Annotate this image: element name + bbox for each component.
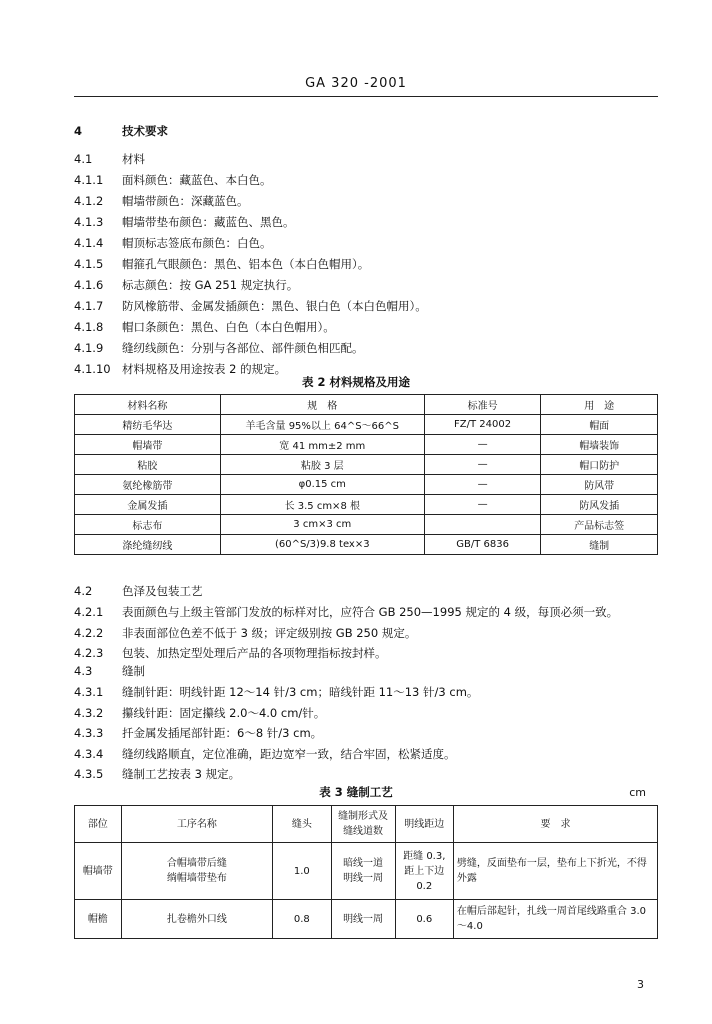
- form-cell: [331, 843, 395, 900]
- clause-text: 包装、加热定型处理后产品的各项物理指标按封样。: [122, 646, 387, 660]
- standard-header: GA 320 -2001: [305, 76, 407, 91]
- clause-number: 4.2.3: [74, 646, 104, 660]
- clause-text: 表面颜色与上级主管部门发放的标样对比，应符合 GB 250—1995 规定的 4 级，每顶必须一致。: [122, 605, 619, 619]
- table-row: [75, 415, 658, 435]
- clause-line: [74, 172, 272, 188]
- clause-text: 攥线针距：固定攥线 2.0～4.0 cm/针。: [122, 705, 326, 720]
- table-row: [75, 455, 658, 475]
- clause-text: 帽墙带颜色：深藏蓝色。: [122, 194, 249, 208]
- clause-line: [74, 766, 240, 782]
- clause-line: [74, 298, 427, 314]
- table-cell: 缝制: [541, 535, 658, 555]
- table-cell: FZ/T 24002: [424, 415, 541, 435]
- section-title: 缝制: [122, 664, 145, 678]
- clause-number: 4.1.8: [74, 320, 104, 334]
- table-2-caption: 表 2 材料规格及用途: [301, 375, 410, 389]
- table-cell: 粘胶 3 层: [220, 455, 424, 475]
- cell-line: 扎卷檐外口线: [166, 913, 227, 925]
- clause-line: [74, 277, 298, 293]
- table-cell: —: [424, 475, 541, 495]
- cell-line: 距缝 0.3,: [403, 850, 446, 862]
- table-cell: 帽口防护: [541, 455, 658, 475]
- section-4-2-heading: [74, 583, 203, 599]
- clause-text: 缝制工艺按表 3 规定。: [122, 767, 241, 781]
- clause-number: 4.3.4: [74, 746, 104, 761]
- table-cell: (60^S/3)9.8 tex×3: [220, 535, 424, 555]
- clause-text: 面料颜色：藏蓝色、本白色。: [122, 173, 272, 187]
- cell-line: 0.2: [416, 880, 433, 892]
- clause-line: [74, 193, 249, 209]
- seam-cell: 1.0: [273, 843, 331, 900]
- column-header: 要 求: [453, 806, 657, 843]
- clause-text: 帽箍孔气眼颜色：黑色、铝本色（本白色帽用）。: [122, 257, 370, 271]
- part-cell: 帽墙带: [75, 843, 122, 900]
- form-cell: [331, 900, 395, 939]
- section-number: 4.2: [74, 584, 93, 598]
- cell-line: 0.6: [416, 913, 433, 925]
- table-cell: φ0.15 cm: [220, 475, 424, 495]
- clause-line: [74, 214, 295, 230]
- section-title: 材料: [122, 152, 145, 166]
- table-row: [75, 535, 658, 555]
- column-header: 缝制形式及缝线道数: [331, 806, 395, 843]
- table-cell: 防风发插: [541, 495, 658, 515]
- table-cell: 防风带: [541, 475, 658, 495]
- section-number: 4.1: [74, 152, 93, 166]
- clause-text: 帽口条颜色：黑色、白色（本白色帽用）。: [122, 320, 335, 334]
- cell-line: 绱帽墙带垫布: [166, 873, 227, 884]
- clause-number: 4.1.7: [74, 299, 104, 313]
- clause-line: [74, 684, 478, 700]
- clause-number: 4.1.4: [74, 236, 104, 250]
- seam-cell: 0.8: [273, 900, 331, 939]
- section-title: 技术要求: [122, 124, 168, 138]
- section-number: 4.3: [74, 664, 93, 678]
- column-header: 缝头: [273, 806, 331, 843]
- clause-number: 4.1.6: [74, 278, 104, 292]
- clause-number: 4.1.3: [74, 215, 104, 229]
- clause-number: 4.3.5: [74, 767, 104, 781]
- table-cell: 帽墙带: [75, 435, 221, 455]
- column-header: 标准号: [424, 395, 541, 415]
- process-cell: [121, 843, 273, 900]
- table-row: [75, 900, 658, 939]
- table-cell: 宽 41 mm±2 mm: [220, 435, 424, 455]
- table-cell: 羊毛含量 95%以上 64^S～66^S: [220, 415, 424, 435]
- clause-line: [74, 319, 335, 335]
- table-cell: 粘胶: [75, 455, 221, 475]
- table-3-caption: 表 3 缝制工艺: [319, 785, 393, 799]
- table-cell: 标志布: [75, 515, 221, 535]
- clause-number: 4.3.1: [74, 685, 104, 699]
- clause-line: [74, 340, 364, 356]
- clause-number: 4.2.2: [74, 625, 104, 640]
- table-cell: 精纺毛华达: [75, 415, 221, 435]
- column-header: 用 途: [541, 395, 658, 415]
- column-header: 工序名称: [121, 806, 273, 843]
- section-number: 4: [74, 124, 83, 138]
- section-4-heading: [74, 123, 168, 139]
- clause-text: 防风橡筋带、金属发插颜色：黑色、银白色（本白色帽用）。: [122, 299, 427, 313]
- edge-cell: [395, 843, 453, 900]
- table-row: [75, 515, 658, 535]
- part-cell: 帽檐: [75, 900, 122, 939]
- table-2: [74, 394, 658, 555]
- table-header-row: [75, 395, 658, 415]
- table-row: [75, 843, 658, 900]
- requirement-cell: 在帽后部起针，扎线一周首尾线路重合 3.0～4.0: [453, 900, 657, 939]
- cell-line: 明线一周: [343, 873, 384, 884]
- section-4-3-heading: [74, 663, 145, 679]
- column-header: 材料名称: [75, 395, 221, 415]
- cell-line: 明线一周: [343, 913, 384, 925]
- table-cell: 金属发插: [75, 495, 221, 515]
- table-cell: [424, 515, 541, 535]
- clause-line: [74, 604, 618, 620]
- clause-line: [74, 645, 387, 661]
- table-cell: 帽墙装饰: [541, 435, 658, 455]
- clause-text: 扦金属发插尾部针距：6～8 针/3 cm。: [122, 726, 323, 740]
- column-header: 规 格: [220, 395, 424, 415]
- cell-line: 暗线一道: [343, 858, 384, 869]
- table-row: [75, 475, 658, 495]
- clause-line: [74, 705, 325, 721]
- cell-line: 合帽墙带后缝: [166, 858, 227, 869]
- clause-number: 4.3.3: [74, 726, 104, 740]
- clause-number: 4.1.5: [74, 257, 104, 271]
- edge-cell: [395, 900, 453, 939]
- clause-number: 4.2.1: [74, 605, 104, 619]
- table-cell: 涤纶缝纫线: [75, 535, 221, 555]
- table-cell: —: [424, 495, 541, 515]
- clause-text: 标志颜色：按 GA 251 规定执行。: [122, 278, 299, 292]
- table-row: [75, 495, 658, 515]
- column-header: 部位: [75, 806, 122, 843]
- clause-text: 帽墙带垫布颜色：藏蓝色、黑色。: [122, 215, 295, 229]
- table-cell: GB/T 6836: [424, 535, 541, 555]
- header-rule: [74, 96, 658, 97]
- table-3: [74, 805, 658, 939]
- clause-text: 缝制针距：明线针距 12～14 针/3 cm；暗线针距 11～13 针/3 cm。: [122, 685, 479, 699]
- clause-number: 4.1.1: [74, 173, 104, 187]
- table-cell: 产品标志签: [541, 515, 658, 535]
- table-cell: 3 cm×3 cm: [220, 515, 424, 535]
- clause-text: 帽顶标志签底布颜色：白色。: [122, 236, 272, 250]
- cell-line: 距上下边: [404, 865, 445, 877]
- requirement-cell: 劈缝，反面垫布一层，垫布上下折光，不得外露: [453, 843, 657, 900]
- clause-text: 缝纫线路顺直，定位准确，距边宽窄一致，结合牢固，松紧适度。: [122, 746, 456, 761]
- clause-number: 4.1.2: [74, 194, 104, 208]
- process-cell: [121, 900, 273, 939]
- table-cell: 长 3.5 cm×8 根: [220, 495, 424, 515]
- page-number: 3: [637, 978, 644, 991]
- column-header: 明线距边: [395, 806, 453, 843]
- clause-number: 4.1.9: [74, 341, 104, 355]
- clause-number: 4.3.2: [74, 705, 104, 720]
- table-cell: 帽面: [541, 415, 658, 435]
- section-title: 色泽及包装工艺: [122, 584, 203, 598]
- clause-text: 材料规格及用途按表 2 的规定。: [122, 362, 287, 376]
- table-cell: 氨纶橡筋带: [75, 475, 221, 495]
- table-cell: —: [424, 435, 541, 455]
- table-cell: —: [424, 455, 541, 475]
- table-3-unit: cm: [629, 786, 646, 799]
- section-4-1-heading: [74, 151, 145, 167]
- clause-text: 缝纫线颜色：分别与各部位、部件颜色相匹配。: [122, 341, 364, 355]
- clause-line: [74, 256, 369, 272]
- table-header-row: [75, 806, 658, 843]
- clause-text: 非表面部位色差不低于 3 级；评定级别按 GB 250 规定。: [122, 625, 417, 640]
- clause-line: [74, 725, 322, 741]
- clause-line: [74, 235, 272, 251]
- clause-number: 4.1.10: [74, 362, 111, 376]
- table-row: [75, 435, 658, 455]
- clause-line: [74, 746, 456, 762]
- clause-line: [74, 625, 416, 641]
